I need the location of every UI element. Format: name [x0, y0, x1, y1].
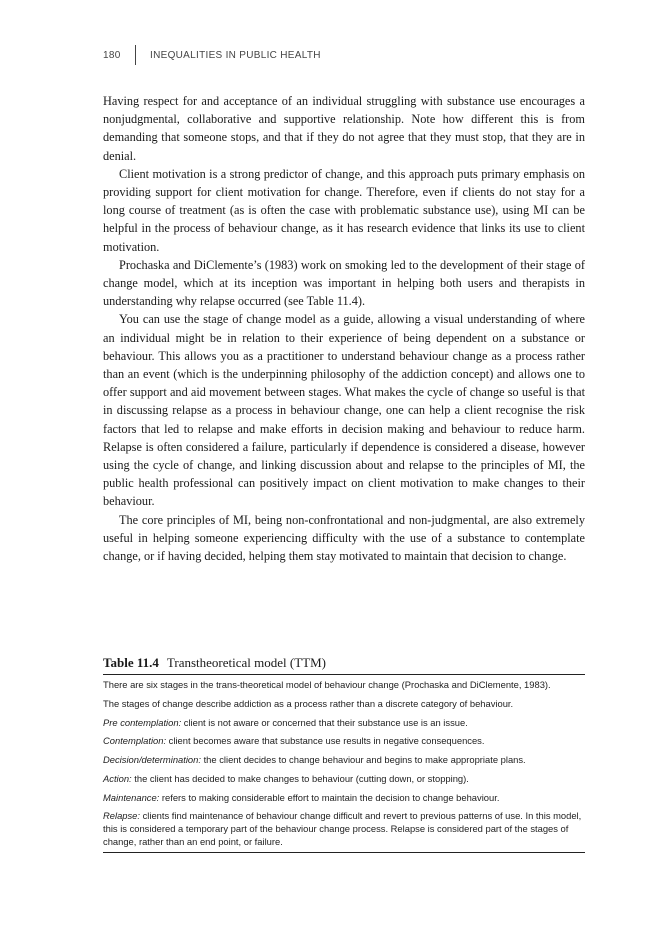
stage-term: Relapse: [103, 810, 141, 822]
running-header [103, 45, 321, 65]
table-title: Transtheoretical model (TTM) [166, 655, 326, 670]
stage-term: Action: [103, 772, 132, 784]
paragraph: Having respect for and acceptance of an individual struggling with substance use encourages a nonjudgmental, collaborative and supportive relationship. Note how different this is from demanding that someone stops, and that if they do not agree that they must stop, that they are in denial. [103, 94, 585, 163]
stage-description: client is not aware or concerned that their substance use is an issue. [181, 716, 468, 728]
header-divider [135, 45, 136, 65]
table-row: The stages of change describe addiction as a process rather than a discrete category of behaviour. [103, 697, 514, 709]
stage-description: the client has decided to make changes to behaviour (cutting down, or stopping). [131, 772, 469, 784]
stage-term: Contemplation: [103, 735, 167, 747]
table-row-action [103, 773, 585, 786]
table-row-maintenance [103, 792, 585, 805]
stage-description: client becomes aware that substance use results in negative consequences. [166, 735, 485, 747]
table-11-4 [103, 655, 585, 853]
table-row-pre-contemplation [103, 717, 585, 730]
stage-description: clients find maintenance of behaviour change difficult and revert to previous patterns of use. In this model, this is considered a temporary part of the behaviour change process. Relapse is considered part of the stages of change, rather than an end point, or failure. [103, 810, 582, 847]
page-number: 180 [103, 49, 121, 61]
table-label: Table 11.4 [103, 655, 159, 670]
table-row: There are six stages in the trans-theoretical model of behaviour change (Prochaska and DiClemente, 1983). [103, 679, 551, 690]
body-text [103, 92, 585, 565]
stage-term: Pre contemplation: [103, 716, 182, 728]
table-row-decision [103, 754, 585, 767]
stage-term: Decision/determination: [103, 754, 201, 766]
paragraph: The core principles of MI, being non-confrontational and non-judgmental, are also extremely useful in helping someone experiencing difficulty with the use of a substance to contemplate change, or if having decided, helping them stay motivated to maintain that decision to change. [103, 512, 585, 564]
stage-description: refers to making considerable effort to maintain the decision to change behaviour. [159, 791, 500, 803]
table-caption [103, 655, 585, 675]
running-title: INEQUALITIES IN PUBLIC HEALTH [150, 49, 321, 61]
table-row-relapse [103, 810, 585, 848]
stage-term: Maintenance: [103, 791, 160, 803]
paragraph: Client motivation is a strong predictor of change, and this approach puts primary emphasis on providing support for client motivation for change. Therefore, even if clients do not stay for a long course of treatment (as is often the case with problematic substance use), using MI can be helpful in the process of behaviour change, as it has research evidence that links its use to client motivation. [103, 166, 585, 254]
paragraph: You can use the stage of change model as a guide, allowing a visual understanding of where an individual might be in relation to their experience of being dependent on a substance or behaviour. This allows you as a practitioner to understand behaviour change as a process rather than an event (which is the underpinning philosophy of the addiction concept) and allows one to offer support and aid movement between stages. What makes the cycle of change so useful is that in discussing relapse as a process in behaviour change, one can help a client recognise the risk factors that led to relapse and make efforts in decision making and behaviour to reduce harm. Relapse is often considered a failure, particularly if dependence is considered a disease, however using the cycle of change, and linking discussion about and relapse to the principles of MI, the public health professional can positively impact on client motivation to make changes to their behaviour. [103, 312, 585, 509]
paragraph: Prochaska and DiClemente’s (1983) work on smoking led to the development of their stage of change model, which at its inception was important in helping both users and therapists in understanding why relapse occurred (see Table 11.4). [103, 257, 585, 309]
table-body [103, 675, 585, 853]
stage-description: the client decides to change behaviour and begins to make appropriate plans. [200, 754, 526, 766]
table-row-contemplation [103, 735, 585, 748]
